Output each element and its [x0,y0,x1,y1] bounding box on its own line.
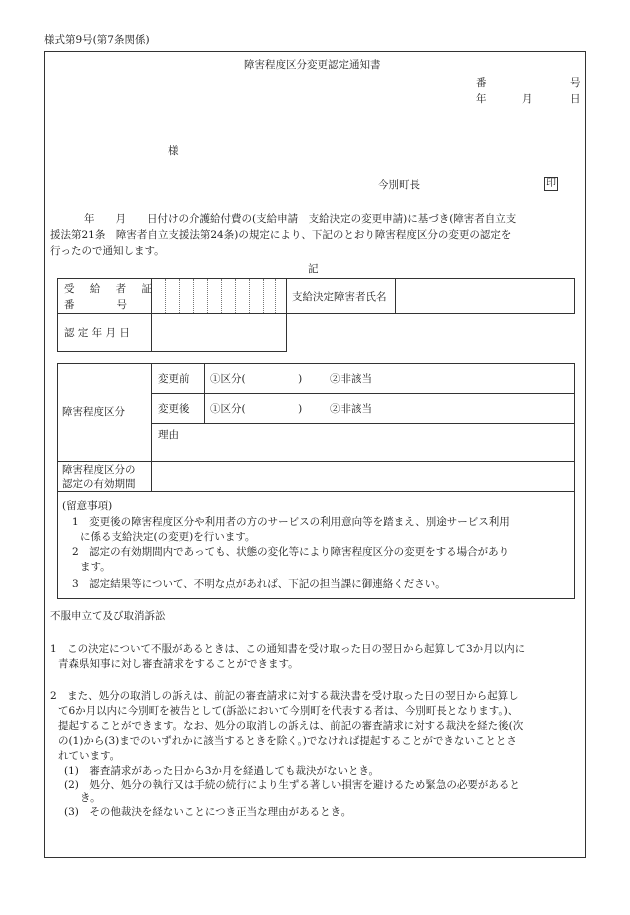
reason-label: 理由 [158,429,179,441]
decided-person-label: 支給決定障害者氏名 [292,291,387,303]
appeal-sub-item-3: (3) その他裁決を経ないことにつき正当な理由があるとき。 [64,806,352,818]
category-label: 障害程度区分 [62,406,125,418]
document-title: 障害程度区分変更認定通知書 [244,59,381,71]
table1-col-divider-2 [286,278,287,314]
table1-col-divider-3 [395,278,396,314]
appeal-para1-line2: 青森県知事に対し審査請求をすることができます。 [58,658,299,670]
ki-label: 記 [308,263,319,275]
appeal-sub-item-2-cont: き。 [80,792,101,804]
recipient-cert-label-line2: 番 号 [64,299,127,311]
day-label: 日 [570,93,581,105]
after-label: 変更後 [158,403,190,415]
appeal-para2-line2: て6か月以内に今別町を被告として(訴訟において今別町を代表する者は、今別町長となります。)、 [58,705,519,717]
recipient-cert-label-line1: 受 給 者 証 [64,283,159,295]
seal-mark: 印 [546,178,556,189]
table2-col-divider [151,363,152,491]
appeal-para2-line4: の(1)から(3)までのいずれかに該当するときを除く。)でなければ提起することができないこととさ [58,735,517,747]
cert-digit-divider [263,279,264,313]
appeal-heading: 不服申立て及び取消訴訟 [50,610,166,622]
note-item-3: 3 認定結果等について、不明な点があれば、下記の担当課に御連絡ください。 [72,578,446,590]
after-option-category: ①区分( ) [210,403,303,415]
note-item-2-cont: ます。 [80,561,111,573]
cert-digit-divider [221,279,222,313]
body-line-2: 援法第21条 障害者自立支援法第24条)の規定により、下記のとおり障害程度区分の変更の認定を [50,229,512,241]
recipient-suffix: 様 [168,145,179,157]
appeal-para2-line5: れています。 [58,750,121,762]
table2-row-divider [151,423,575,424]
form-number: 様式第9号(第7条関係) [44,34,150,46]
cert-digit-divider [193,279,194,313]
note-item-1-cont: に係る支給決定(の変更)を行います。 [80,531,256,543]
number-label-a: 番 [476,77,487,89]
body-line-1: 年 月 日付けの介護給付費の(支給申請 支給決定の変更申請)に基づき(障害者自立支 [84,213,517,225]
cert-digit-divider [207,279,208,313]
note-item-1: 1 変更後の障害程度区分や利用者の方のサービスの利用意向等を踏まえ、別途サービス利用 [72,516,510,528]
appeal-para2-line1: 2 また、処分の取消しの訴えは、前記の審査請求に対する裁決書を受け取った日の翌日から起算し [50,690,519,702]
cert-date-label: 認 定 年 月 日 [64,327,130,339]
year-label: 年 [476,93,487,105]
validity-label-line1: 障害程度区分の [62,464,136,476]
validity-label-line2: 認定の有効期間 [62,478,136,490]
after-option-not-applicable: ②非該当 [330,403,372,415]
appeal-para2-line3: 提起することができます。なお、処分の取消しの訴えは、前記の審査請求に対する裁決を経た後(次 [58,720,524,732]
appeal-para1-line1: 1 この決定について不服があるときは、この通知書を受け取った日の翌日から起算して3か月以内に [50,643,526,655]
cert-digit-divider [165,279,166,313]
cert-digit-divider [249,279,250,313]
number-label-b: 号 [570,77,581,89]
issuer-name: 今別町長 [378,179,420,191]
before-option-category: ①区分( ) [210,373,303,385]
notes-heading: (留意事項) [62,500,113,512]
before-label: 変更前 [158,373,190,385]
table2-row-divider [57,461,575,462]
appeal-sub-item-2: (2) 処分、処分の執行又は手続の続行により生ずる著しい損害を避けるため緊急の必要があると [64,779,520,791]
table2-row-divider [151,393,575,394]
cert-digit-divider [179,279,180,313]
appeal-sub-item-1: (1) 審査請求があった日から3か月を経過しても裁決がないとき。 [64,765,380,777]
cert-digit-divider [275,279,276,313]
cert-digit-divider [235,279,236,313]
note-item-2: 2 認定の有効期間内であっても、状態の変化等により障害程度区分の変更をする場合があり [72,546,510,558]
month-label: 月 [522,93,533,105]
body-line-3: 行ったので通知します。 [50,245,165,257]
before-option-not-applicable: ②非該当 [330,373,372,385]
